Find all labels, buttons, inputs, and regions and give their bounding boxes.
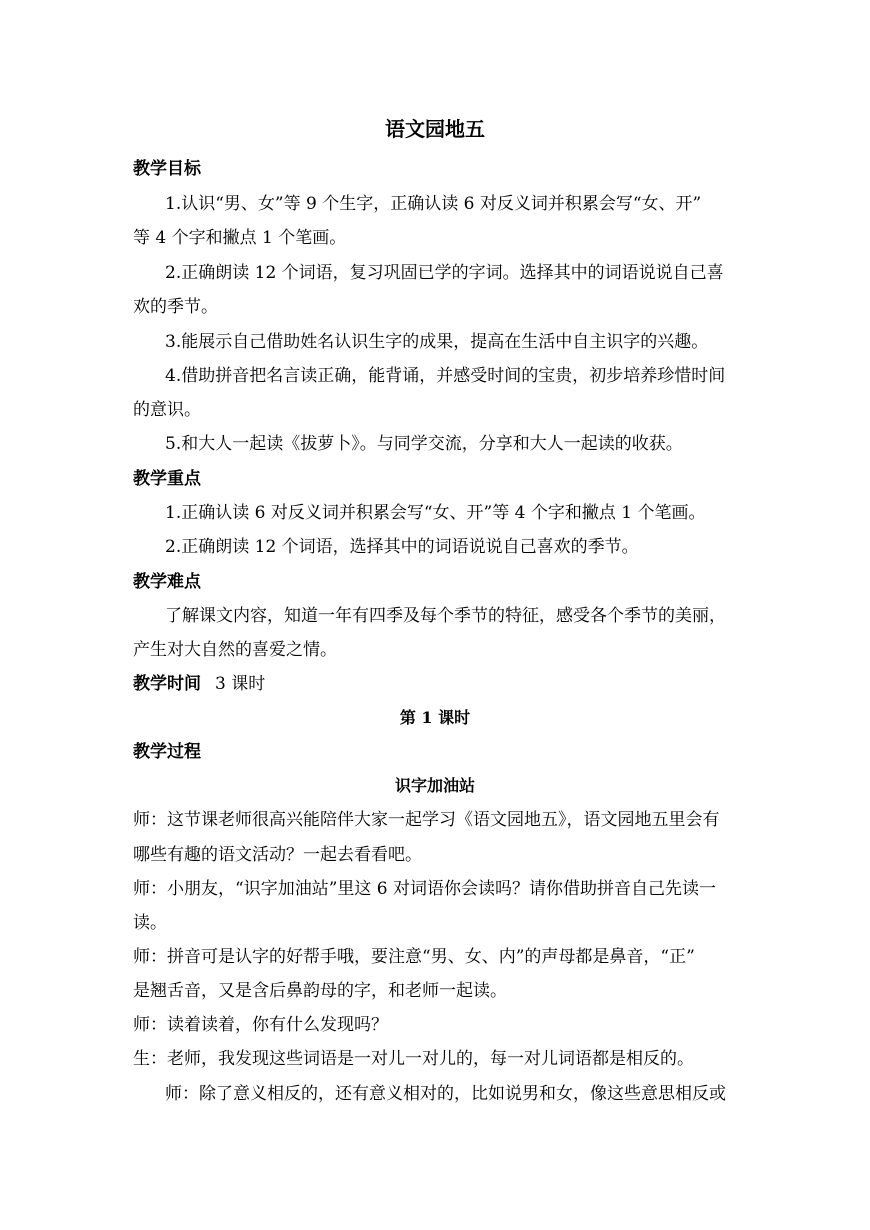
goal-4-line-2: 的意识。 bbox=[133, 400, 201, 420]
time-heading: 教学时间 bbox=[133, 674, 201, 694]
time-value: 3 课时 bbox=[215, 674, 266, 694]
key-heading: 教学重点 bbox=[133, 469, 201, 489]
difficulty-heading: 教学难点 bbox=[133, 572, 201, 592]
goal-1-line-2: 等 4 个字和撇点 1 个笔画。 bbox=[133, 228, 347, 248]
part-title: 识字加油站 bbox=[394, 776, 475, 795]
document-title: 语文园地五 bbox=[385, 117, 485, 141]
dialogue-4: 师：读着读着，你有什么发现吗？ bbox=[133, 1015, 388, 1035]
goal-4-line-1: 4.借助拼音把名言读正确，能背诵，并感受时间的宝贵，初步培养珍惜时间 bbox=[165, 366, 726, 386]
goal-2-line-2: 欢的季节。 bbox=[133, 297, 218, 317]
dialogue-1-line-1: 师：这节课老师很高兴能陪伴大家一起学习《语文园地五》，语文园地五里会有 bbox=[133, 810, 720, 830]
dialogue-1-line-2: 哪些有趣的语文活动？一起去看看吧。 bbox=[133, 845, 422, 865]
goals-heading: 教学目标 bbox=[133, 159, 201, 179]
teaching-time-row bbox=[0, 672, 870, 696]
goal-3: 3.能展示自己借助姓名认识生字的成果，提高在生活中自主识字的兴趣。 bbox=[165, 332, 709, 352]
process-heading: 教学过程 bbox=[133, 742, 201, 762]
key-point-2: 2.正确朗读 12 个词语，选择其中的词语说说自己喜欢的季节。 bbox=[165, 537, 639, 557]
difficulty-line-1: 了解课文内容，知道一年有四季及每个季节的特征，感受各个季节的美丽， bbox=[165, 606, 726, 626]
dialogue-6: 师：除了意义相反的，还有意义相对的，比如说男和女，像这些意思相反或 bbox=[165, 1084, 726, 1104]
dialogue-3-line-2: 是翘舌音，又是含后鼻韵母的字，和老师一起读。 bbox=[133, 981, 507, 1001]
goal-1-line-1: 1.认识“男、女”等 9 个生字，正确认读 6 对反义词并积累会写“女、开” bbox=[165, 194, 702, 214]
goal-2-line-1: 2.正确朗读 12 个词语，复习巩固已学的字词。选择其中的词语说说自己喜 bbox=[165, 263, 724, 283]
goal-5: 5.和大人一起读《拔萝卜》。与同学交流，分享和大人一起读的收获。 bbox=[165, 434, 683, 454]
difficulty-line-2: 产生对大自然的喜爱之情。 bbox=[133, 640, 337, 660]
dialogue-5: 生：老师，我发现这些词语是一对儿一对儿的，每一对儿词语都是相反的。 bbox=[133, 1049, 694, 1069]
dialogue-2-line-1: 师：小朋友，“识字加油站”里这 6 对词语你会读吗？请你借助拼音自己先读一 bbox=[133, 879, 717, 899]
lesson-title: 第 1 课时 bbox=[399, 708, 471, 727]
dialogue-2-line-2: 读。 bbox=[133, 913, 167, 933]
dialogue-3-line-1: 师：拼音可是认字的好帮手哦，要注意“男、女、内”的声母都是鼻音，“正” bbox=[133, 947, 695, 967]
key-point-1: 1.正确认读 6 对反义词并积累会写“女、开”等 4 个字和撇点 1 个笔画。 bbox=[165, 503, 706, 523]
